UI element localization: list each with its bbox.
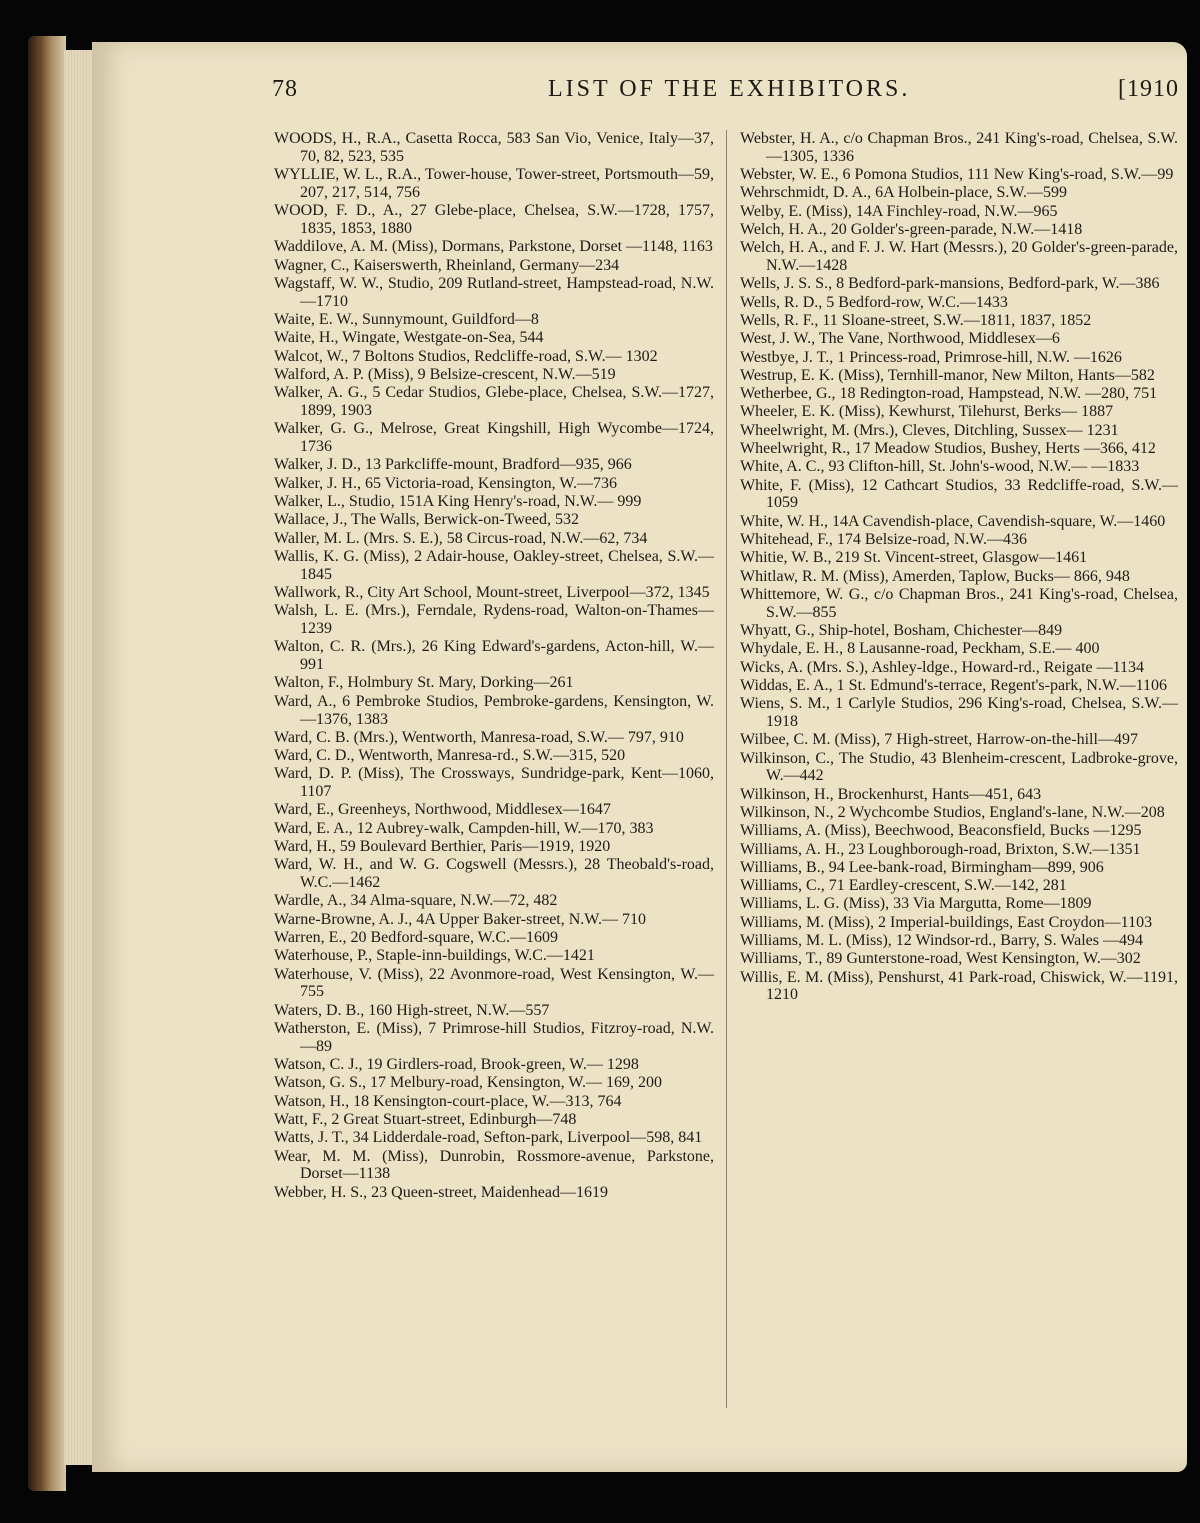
- exhibitor-entry: Ward, E. A., 12 Aubrey-walk, Campden-hill, W.—170, 383: [274, 819, 654, 837]
- exhibitor-entry: Ward, H., 59 Boulevard Berthier, Paris—1919, 1920: [274, 838, 611, 856]
- exhibitor-entry: Westrup, E. K. (Miss), Ternhill-manor, New Milton, Hants—582: [740, 366, 1155, 384]
- exhibitor-entry: Wicks, A. (Mrs. S.), Ashley-ldge., Howard-rd., Reigate —1134: [740, 658, 1145, 676]
- exhibitor-entry: Wells, R. F., 11 Sloane-street, S.W.—1811, 1837, 1852: [740, 311, 1092, 329]
- left-column: [274, 130, 714, 1202]
- page-stack-edge: [64, 50, 94, 1465]
- exhibitor-entry: Ward, C. B. (Mrs.), Wentworth, Manresa-road, S.W.— 797, 910: [274, 728, 684, 746]
- exhibitor-entry: Watherston, E. (Miss), 7 Primrose-hill Studios, Fitzroy-road, N.W.—89: [274, 1020, 714, 1055]
- exhibitor-entry: Walford, A. P. (Miss), 9 Belsize-crescent, N.W.—519: [274, 365, 616, 383]
- exhibitor-entry: Williams, B., 94 Lee-bank-road, Birmingham—899, 906: [740, 858, 1104, 876]
- exhibitor-entry: Wells, R. D., 5 Bedford-row, W.C.—1433: [740, 293, 1008, 311]
- exhibitor-entry: Wilkinson, C., The Studio, 43 Blenheim-crescent, Ladbroke-grove, W.—442: [740, 749, 1178, 785]
- exhibitor-entry: West, J. W., The Vane, Northwood, Middlesex—6: [740, 330, 1060, 348]
- exhibitor-entry: Whyatt, G., Ship-hotel, Bosham, Chichester—849: [740, 622, 1063, 640]
- book-spine-edge: [28, 36, 66, 1491]
- exhibitor-entry: Wallace, J., The Walls, Berwick-on-Tweed, 532: [274, 511, 579, 529]
- exhibitor-entry: Walcot, W., 7 Boltons Studios, Redcliffe-road, S.W.— 1302: [274, 347, 658, 365]
- exhibitor-entry: Welch, H. A., 20 Golder's-green-parade, N.W.—1418: [740, 220, 1083, 238]
- column-divider: [726, 130, 727, 1408]
- exhibitor-entry: White, W. H., 14A Cavendish-place, Cavendish-square, W.—1460: [740, 512, 1166, 530]
- exhibitor-entry: Wehrschmidt, D. A., 6A Holbein-place, S.W.—599: [740, 184, 1067, 202]
- exhibitor-entry: Waterhouse, V. (Miss), 22 Avonmore-road, West Kensington, W.—755: [274, 965, 714, 1001]
- exhibitor-entry: Widdas, E. A., 1 St. Edmund's-terrace, Regent's-park, N.W.—1106: [740, 676, 1167, 694]
- exhibitor-entry: Wilbee, C. M. (Miss), 7 High-street, Harrow-on-the-hill—497: [740, 731, 1138, 749]
- exhibitor-entry: Wetherbee, G., 18 Redington-road, Hampstead, N.W. —280, 751: [740, 385, 1158, 403]
- exhibitor-entry: Watson, C. J., 19 Girdlers-road, Brook-green, W.— 1298: [274, 1056, 639, 1074]
- exhibitor-entry: Waite, E. W., Sunnymount, Guildford—8: [274, 310, 539, 328]
- exhibitor-entry: Walton, C. R. (Mrs.), 26 King Edward's-gardens, Acton-hill, W.—991: [274, 638, 714, 674]
- exhibitor-entry: Waddilove, A. M. (Miss), Dormans, Parkstone, Dorset —1148, 1163: [274, 238, 713, 256]
- exhibitor-entry: Westbye, J. T., 1 Princess-road, Primrose-hill, N.W. —1626: [740, 348, 1122, 366]
- exhibitor-entry: Wagner, C., Kaiserswerth, Rheinland, Germany—234: [274, 256, 620, 274]
- exhibitor-entry: Welch, H. A., and F. J. W. Hart (Messrs.), 20 Golder's-green-parade, N.W.—1428: [740, 239, 1178, 275]
- exhibitor-entry: Whydale, E. H., 8 Lausanne-road, Peckham, S.E.— 400: [740, 640, 1100, 658]
- exhibitor-entry: Webster, W. E., 6 Pomona Studios, 111 New King's-road, S.W.—99: [740, 166, 1174, 184]
- exhibitor-entry: Whitie, W. B., 219 St. Vincent-street, Glasgow—1461: [740, 549, 1088, 567]
- exhibitor-entry: Wilkinson, H., Brockenhurst, Hants—451, 643: [740, 785, 1042, 803]
- exhibitor-entry: White, A. C., 93 Clifton-hill, St. John's-wood, N.W.— —1833: [740, 458, 1140, 476]
- exhibitor-entry: WOOD, F. D., A., 27 Glebe-place, Chelsea, S.W.—1728, 1757, 1835, 1853, 1880: [274, 202, 714, 237]
- exhibitor-entry: Watts, J. T., 34 Lidderdale-road, Sefton-park, Liverpool—598, 841: [274, 1129, 703, 1147]
- exhibitor-entry: Wheelwright, R., 17 Meadow Studios, Bushey, Herts —366, 412: [740, 440, 1156, 458]
- exhibitor-entry: Watson, G. S., 17 Melbury-road, Kensington, W.— 169, 200: [274, 1074, 663, 1092]
- exhibitor-entry: Wagstaff, W. W., Studio, 209 Rutland-street, Hampstead-road, N.W.—1710: [274, 274, 714, 310]
- exhibitor-entry: Williams, A. H., 23 Loughborough-road, Brixton, S.W.—1351: [740, 840, 1141, 858]
- exhibitor-entry: Whitehead, F., 174 Belsize-road, N.W.—436: [740, 531, 1027, 549]
- exhibitor-entry: Wheelwright, M. (Mrs.), Cleves, Ditchling, Sussex— 1231: [740, 421, 1119, 439]
- exhibitor-entry: Wallis, K. G. (Miss), 2 Adair-house, Oakley-street, Chelsea, S.W.—1845: [274, 547, 714, 583]
- exhibitor-entry: Wells, J. S. S., 8 Bedford-park-mansions, Bedford-park, W.—386: [740, 275, 1160, 293]
- exhibitor-entry: White, F. (Miss), 12 Cathcart Studios, 33 Redcliffe-road, S.W.—1059: [740, 476, 1178, 512]
- exhibitor-entry: Williams, C., 71 Eardley-crescent, S.W.—142, 281: [740, 877, 1067, 895]
- exhibitor-entry: Walker, A. G., 5 Cedar Studios, Glebe-place, Chelsea, S.W.—1727, 1899, 1903: [274, 384, 714, 419]
- exhibitor-entry: Ward, W. H., and W. G. Cogswell (Messrs.), 28 Theobald's-road, W.C.—1462: [274, 856, 714, 892]
- exhibitor-entry: Wilkinson, N., 2 Wychcombe Studios, England's-lane, N.W.—208: [740, 803, 1165, 821]
- exhibitor-entry: Warne-Browne, A. J., 4A Upper Baker-street, N.W.— 710: [274, 910, 646, 928]
- exhibitor-entry: Wallwork, R., City Art School, Mount-street, Liverpool—372, 1345: [274, 583, 710, 601]
- exhibitor-entry: Wear, M. M. (Miss), Dunrobin, Rossmore-avenue, Parkstone, Dorset—1138: [274, 1147, 714, 1183]
- exhibitor-entry: Williams, T., 89 Gunterstone-road, West Kensington, W.—302: [740, 950, 1141, 968]
- exhibitor-entry: Whittemore, W. G., c/o Chapman Bros., 241 King's-road, Chelsea, S.W.—855: [740, 585, 1178, 621]
- exhibitor-entry: Ward, A., 6 Pembroke Studios, Pembroke-gardens, Kensington, W.—1376, 1383: [274, 692, 714, 728]
- exhibitor-entry: Walker, J. H., 65 Victoria-road, Kensington, W.—736: [274, 474, 617, 492]
- page-year: [1910: [1118, 76, 1179, 102]
- exhibitor-entry: Watt, F., 2 Great Stuart-street, Edinburgh—748: [274, 1111, 577, 1129]
- exhibitor-entry: Williams, M. (Miss), 2 Imperial-buildings, East Croydon—1103: [740, 913, 1153, 931]
- exhibitor-entry: Wardle, A., 34 Alma-square, N.W.—72, 482: [274, 892, 558, 910]
- exhibitor-entry: WOODS, H., R.A., Casetta Rocca, 583 San Vio, Venice, Italy—37, 70, 82, 523, 535: [274, 130, 714, 165]
- exhibitor-entry: Walker, J. D., 13 Parkcliffe-mount, Bradford—935, 966: [274, 456, 632, 474]
- exhibitor-entry: Watson, H., 18 Kensington-court-place, W.—313, 764: [274, 1092, 622, 1110]
- exhibitor-entry: Waterhouse, P., Staple-inn-buildings, W.C.—1421: [274, 947, 595, 965]
- exhibitor-entry: WYLLIE, W. L., R.A., Tower-house, Tower-street, Portsmouth—59, 207, 217, 514, 756: [274, 166, 714, 201]
- exhibitor-entry: Ward, C. D., Wentworth, Manresa-rd., S.W.—315, 520: [274, 747, 626, 765]
- exhibitor-entry: Webber, H. S., 23 Queen-street, Maidenhead—1619: [274, 1183, 608, 1201]
- page-number: 78: [272, 76, 298, 102]
- exhibitor-entry: Waters, D. B., 160 High-street, N.W.—557: [274, 1001, 550, 1019]
- exhibitor-entry: Waite, H., Wingate, Westgate-on-Sea, 544: [274, 329, 544, 347]
- exhibitor-entry: Willis, E. M. (Miss), Penshurst, 41 Park-road, Chiswick, W.—1191, 1210: [740, 968, 1178, 1004]
- page-title: LIST OF THE EXHIBITORS.: [548, 76, 911, 102]
- exhibitor-entry: Wiens, S. M., 1 Carlyle Studios, 296 King's-road, Chelsea, S.W.—1918: [740, 695, 1178, 730]
- exhibitor-entry: Welby, E. (Miss), 14A Finchley-road, N.W.—965: [740, 202, 1058, 220]
- exhibitor-entry: Williams, L. G. (Miss), 33 Via Margutta, Rome—1809: [740, 895, 1092, 913]
- page-header: [272, 70, 1179, 110]
- exhibitor-entry: Warren, E., 20 Bedford-square, W.C.—1609: [274, 929, 558, 947]
- exhibitor-entry: Walsh, L. E. (Mrs.), Ferndale, Rydens-road, Walton-on-Thames—1239: [274, 602, 714, 638]
- exhibitor-entry: Walton, F., Holmbury St. Mary, Dorking—261: [274, 674, 574, 692]
- exhibitor-entry: Wheeler, E. K. (Miss), Kewhurst, Tilehurst, Berks— 1887: [740, 403, 1114, 421]
- exhibitor-entry: Walker, L., Studio, 151A King Henry's-road, N.W.— 999: [274, 492, 642, 510]
- exhibitor-entry: Williams, M. L. (Miss), 12 Windsor-rd., Barry, S. Wales —494: [740, 932, 1143, 950]
- exhibitor-entry: Webster, H. A., c/o Chapman Bros., 241 King's-road, Chelsea, S.W.—1305, 1336: [740, 130, 1178, 165]
- exhibitor-entry: Ward, E., Greenheys, Northwood, Middlesex—1647: [274, 801, 611, 819]
- exhibitor-entry: Williams, A. (Miss), Beechwood, Beaconsfield, Bucks —1295: [740, 822, 1142, 840]
- exhibitor-entry: Ward, D. P. (Miss), The Crossways, Sundridge-park, Kent—1060, 1107: [274, 765, 714, 801]
- exhibitor-entry: Waller, M. L. (Mrs. S. E.), 58 Circus-road, N.W.—62, 734: [274, 529, 648, 547]
- right-column: [740, 130, 1178, 1005]
- exhibitor-entry: Walker, G. G., Melrose, Great Kingshill, High Wycombe—1724, 1736: [274, 420, 714, 456]
- exhibitor-entry: Whitlaw, R. M. (Miss), Amerden, Taplow, Bucks— 866, 948: [740, 567, 1130, 585]
